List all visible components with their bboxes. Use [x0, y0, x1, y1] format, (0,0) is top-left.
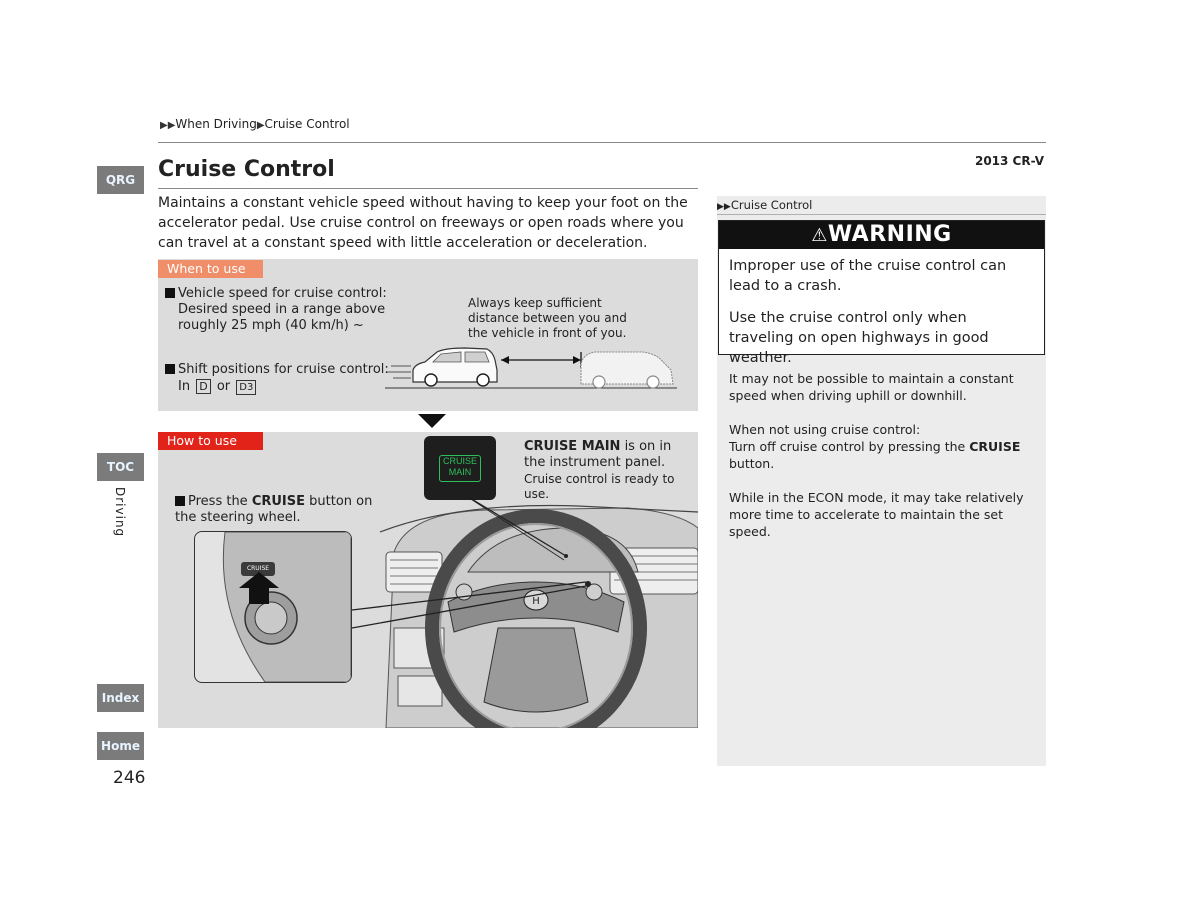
shift-title: Shift positions for cruise control: — [178, 362, 389, 377]
indicator-line1: CRUISE — [442, 456, 477, 466]
front-car-icon — [413, 348, 497, 386]
cruise-button[interactable]: CRUISE — [241, 562, 275, 576]
intro-paragraph: Maintains a constant vehicle speed without having to keep your foot on the accelerator pedal. Use cruise control on freeways or open roads where you can travel at a constant speed with little acceleration or deceleration. — [158, 195, 688, 251]
warning-title: WARNING — [827, 222, 952, 247]
warning-box — [718, 220, 1045, 366]
sidebar-header — [717, 196, 1046, 215]
press-post: button on the steering wheel. — [175, 494, 373, 525]
shift-section — [165, 362, 390, 395]
page-number: 246 — [113, 768, 146, 788]
down-arrow-icon — [418, 414, 446, 428]
breadcrumb-arrow-icon: ▶▶ — [160, 120, 176, 131]
speed-section — [165, 286, 395, 334]
cruise-main-rest: is on in the instrument panel. — [524, 439, 672, 470]
model-name: 2013 CR-V — [974, 154, 1044, 168]
bullet-square-icon — [165, 364, 175, 374]
breadcrumb-arrow-icon: ▶ — [256, 120, 265, 131]
warning-text-2: Use the cruise control only when traveling on open highways in good weather. — [729, 310, 989, 366]
header-divider — [158, 142, 1046, 143]
page-title: Cruise Control — [158, 157, 335, 182]
when-to-use-label: When to use — [158, 260, 263, 278]
cruise-main-note — [524, 439, 694, 471]
ready-note: Cruise control is ready to use. — [524, 472, 675, 501]
tab-toc[interactable]: TOC — [97, 453, 144, 481]
breadcrumb-when-driving[interactable]: When Driving — [175, 117, 257, 131]
distance-note: Always keep sufficient distance between you and the vehicle in front of you. — [468, 296, 627, 340]
sidebar-note-2 — [729, 421, 1039, 472]
bullet-square-icon — [175, 496, 185, 506]
how-to-use-label: How to use — [158, 432, 263, 450]
speed-title: Vehicle speed for cruise control: — [178, 286, 387, 301]
sidebar-arrow-icon: ▶▶ — [717, 202, 731, 212]
gear-d3-icon: D3 — [236, 380, 256, 395]
sidebar-note-2-line1: When not using cruise control: — [729, 422, 921, 437]
motion-lines-icon — [387, 366, 411, 378]
section-label: Driving — [113, 487, 127, 538]
lead-car-icon — [581, 352, 673, 388]
press-arrow-icon — [239, 572, 279, 604]
press-bold: CRUISE — [251, 494, 306, 509]
warning-triangle-icon: ⚠ — [811, 225, 828, 246]
sidebar-note-2-post: button. — [729, 456, 775, 471]
speed-text: Desired speed in a range above roughly 25 mph (40 km/h) ~ — [178, 302, 386, 333]
gear-d-icon: D — [196, 379, 210, 394]
following-distance-illustration — [385, 340, 685, 396]
sidebar-note-2-bold: CRUISE — [969, 439, 1021, 454]
sidebar-note-3: While in the ECON mode, it may take relatively more time to accelerate to maintain the set speed. — [729, 490, 1024, 539]
tab-home[interactable]: Home — [97, 732, 144, 760]
breadcrumb-cruise-control[interactable]: Cruise Control — [264, 117, 350, 131]
indicator-line2: MAIN — [448, 467, 472, 477]
cruise-main-indicator — [424, 436, 496, 500]
shift-or-text: or — [216, 379, 231, 394]
sidebar-note-2-pre: Turn off cruise control by pressing the — [729, 439, 970, 454]
distance-arrow-icon — [501, 352, 581, 368]
sidebar-note-1: It may not be possible to maintain a constant speed when driving uphill or downhill. — [729, 371, 1014, 403]
warning-text-1: Improper use of the cruise control can lead to a crash. — [729, 258, 1007, 294]
cruise-main-bold: CRUISE MAIN — [524, 439, 621, 454]
press-instruction — [175, 494, 375, 526]
title-divider — [158, 188, 698, 189]
shift-in-text: In — [178, 379, 191, 394]
tab-index[interactable]: Index — [97, 684, 144, 712]
warning-header — [719, 221, 1044, 249]
cruise-main-light-icon — [439, 455, 481, 482]
tab-qrg[interactable]: QRG — [97, 166, 144, 194]
press-pre: Press the — [188, 494, 252, 509]
breadcrumb — [160, 117, 350, 131]
svg-text:H: H — [532, 596, 540, 607]
sidebar-header-text: Cruise Control — [730, 198, 813, 212]
bullet-square-icon — [165, 288, 175, 298]
cruise-button-inset — [194, 531, 352, 683]
